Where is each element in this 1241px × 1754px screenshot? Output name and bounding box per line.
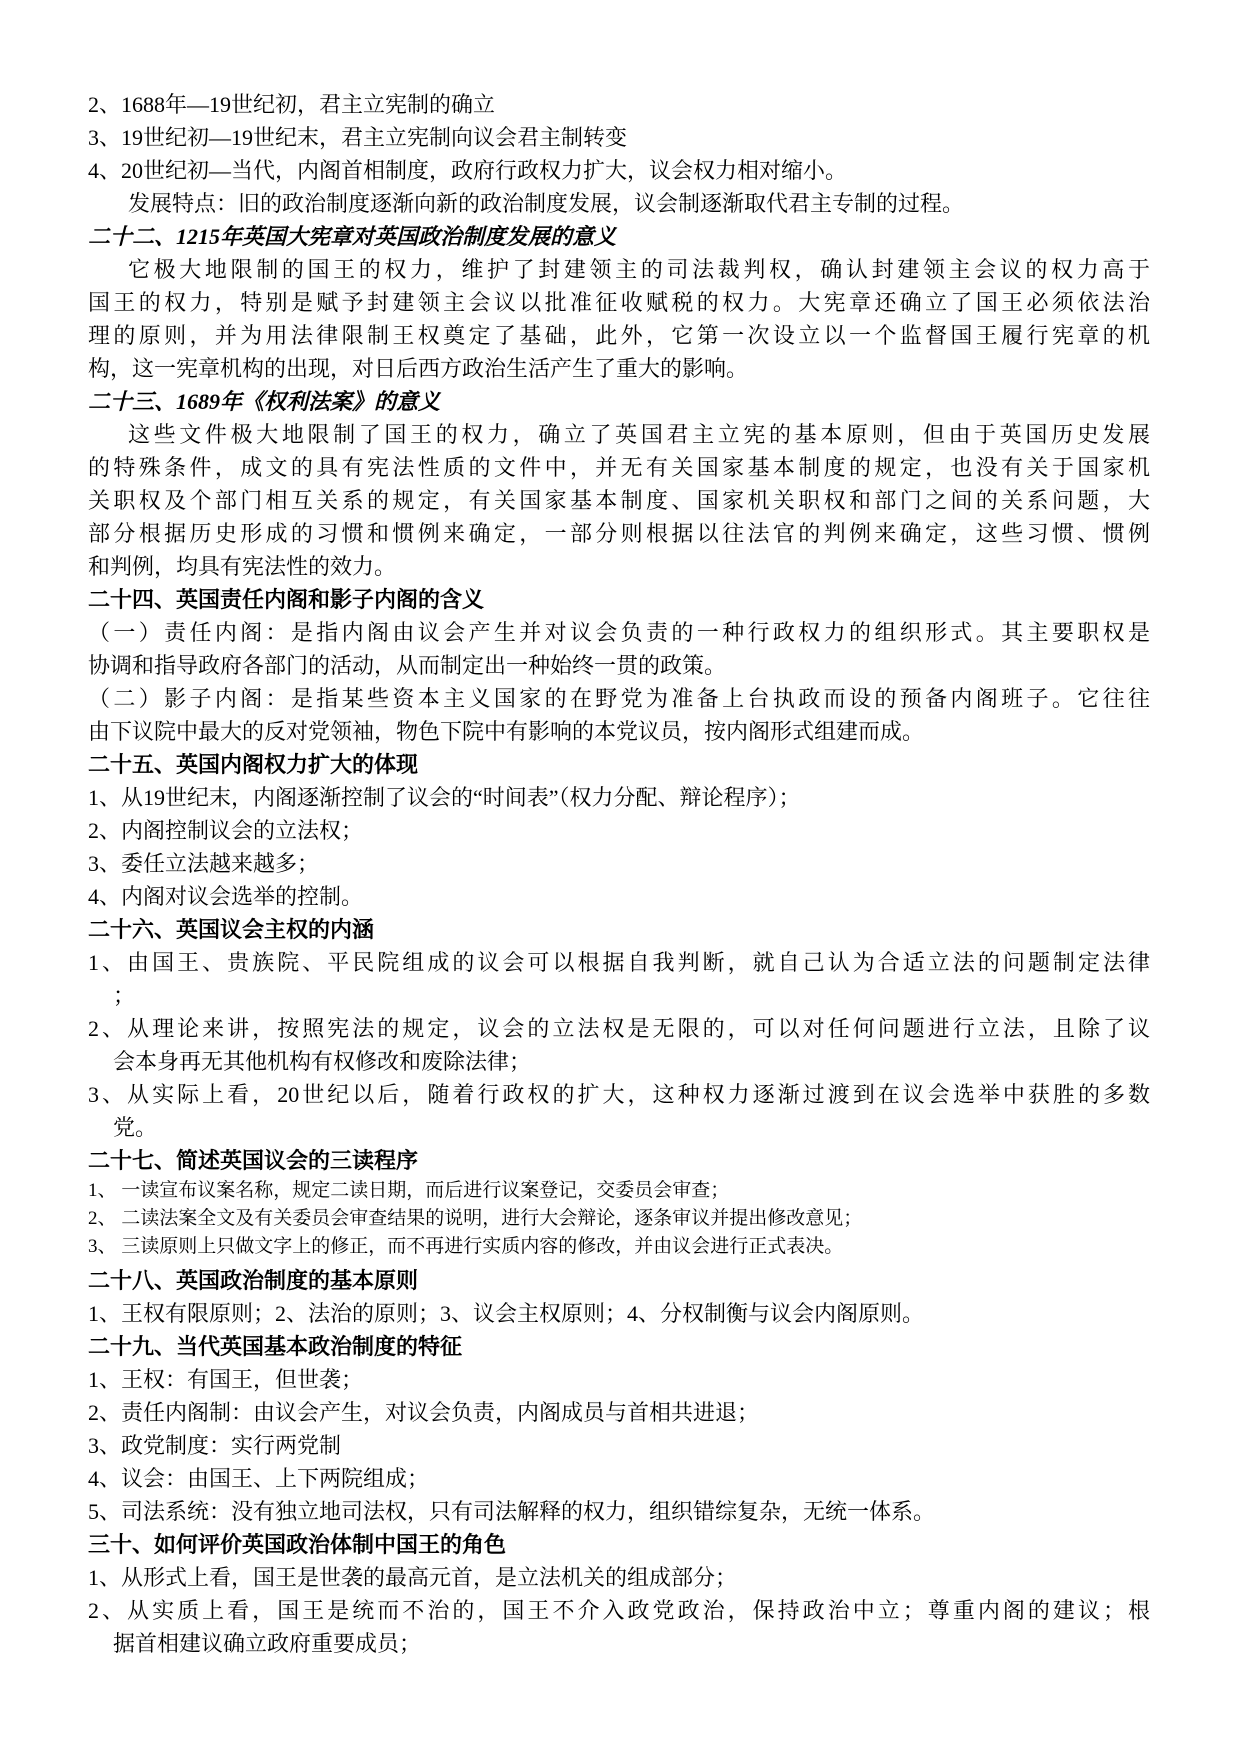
paragraph-line: 关职权及个部门相互关系的规定，有关国家基本制度、国家机关职权和部门之间的关系问题，大 <box>88 488 1150 513</box>
list-item: 3、 三读原则上只做文字上的修正，而不再进行实质内容的修改，并由议会进行正式表决。 <box>88 1236 844 1257</box>
list-item-line: 2、从实质上看，国王是统而不治的，国王不介入政党政治，保持政治中立；尊重内阁的建议；根 <box>88 1598 1150 1623</box>
section-heading: 二十六、英国议会主权的内涵 <box>88 917 375 942</box>
section-heading: 二十七、简述英国议会的三读程序 <box>88 1148 419 1173</box>
definition-shadow-cabinet <box>88 682 1150 748</box>
list-item: 2、内阁控制议会的立法权； <box>88 818 364 843</box>
paragraph <box>88 253 1150 385</box>
definition-line: （二）影子内阁：是指某些资本主义国家的在野党为准备上台执政而设的预备内阁班子。它往往 <box>88 686 1150 711</box>
list-item-line: 会本身再无其他机构有权修改和废除法律； <box>113 1049 532 1074</box>
section-29 <box>88 1330 1150 1528</box>
paragraph-line: 国王的权力，特别是赋予封建领主会议以批准征收赋税的权力。大宪章还确立了国王必须依法治 <box>88 290 1150 315</box>
list-item-line: 1、由国王、贵族院、平民院组成的议会可以根据自我判断，就自己认为合适立法的问题制定法律 <box>88 950 1150 975</box>
list-item: 2、 二读法案全文及有关委员会审查结果的说明，进行大会辩论，逐条审议并提出修改意见； <box>88 1208 863 1229</box>
intro-section <box>88 88 1150 220</box>
list-item: 5、司法系统：没有独立地司法权，只有司法解释的权力，组织错综复杂，无统一体系。 <box>88 1499 936 1524</box>
list-item: 2、1688年—19世纪初，君主立宪制的确立 <box>88 92 496 117</box>
section-28 <box>88 1264 1150 1330</box>
paragraph-line: 理的原则，并为用法律限制王权奠定了基础，此外，它第一次设立以一个监督国王履行宪章的机 <box>88 323 1150 348</box>
paragraph-line: 构，这一宪章机构的出现，对日后西方政治生活产生了重大的影响。 <box>88 356 749 381</box>
list-item <box>88 1012 1150 1078</box>
paragraph-line: 和判例，均具有宪法性的效力。 <box>88 554 397 579</box>
paragraph-line: 的特殊条件，成文的具有宪法性质的文件中，并无有关国家基本制度的规定，也没有关于国家机 <box>88 455 1150 480</box>
list-item-line: 2、从理论来讲，按照宪法的规定，议会的立法权是无限的，可以对任何问题进行立法，且除了议 <box>88 1016 1150 1041</box>
section-heading: 二十三、1689年《权利法案》的意义 <box>88 389 441 414</box>
list-item: 4、20世纪初—当代，内阁首相制度，政府行政权力扩大，议会权力相对缩小。 <box>88 158 848 183</box>
document-page <box>88 88 1150 1660</box>
section-27 <box>88 1144 1150 1261</box>
list-item <box>88 1078 1150 1144</box>
list-item: 4、议会：由国王、上下两院组成； <box>88 1466 430 1491</box>
list-item <box>88 1594 1150 1660</box>
section-heading: 二十九、当代英国基本政治制度的特征 <box>88 1334 463 1359</box>
section-heading: 三十、如何评价英国政治体制中国王的角色 <box>88 1532 507 1557</box>
section-26 <box>88 913 1150 1144</box>
definition-line: 协调和指导政府各部门的活动，从而制定出一种始终一贯的政策。 <box>88 653 727 678</box>
definition-responsible-cabinet <box>88 616 1150 682</box>
section-heading: 二十八、英国政治制度的基本原则 <box>88 1268 419 1293</box>
definition-line: 由下议院中最大的反对党领袖，物色下院中有影响的本党议员，按内阁形式组建而成。 <box>88 719 925 744</box>
list-item: 1、王权：有国王，但世袭； <box>88 1367 364 1392</box>
list-item <box>88 1561 1150 1594</box>
list-item-line: ； <box>113 983 136 1008</box>
list-item: 3、政党制度：实行两党制 <box>88 1433 342 1458</box>
list-item <box>88 946 1150 1012</box>
definition-line: （一）责任内阁：是指内阁由议会产生并对议会负责的一种行政权力的组织形式。其主要职权是 <box>88 620 1150 645</box>
section-heading: 二十五、英国内阁权力扩大的体现 <box>88 752 419 777</box>
list-item: 1、从19世纪末，内阁逐渐控制了议会的“时间表”（权力分配、辩论程序）； <box>88 785 801 810</box>
list-item-line: 1、从形式上看，国王是世袭的最高元首，是立法机关的组成部分； <box>88 1565 738 1590</box>
list-item-line: 3、从实际上看，20世纪以后，随着行政权的扩大，这种权力逐渐过渡到在议会选举中获胜的多数 <box>88 1082 1150 1107</box>
paragraph-line: 它极大地限制的国王的权力，维护了封建领主的司法裁判权，确认封建领主会议的权力高于 <box>128 257 1150 282</box>
principles-line: 1、王权有限原则；2、法治的原则；3、议会主权原则；4、分权制衡与议会内阁原则。 <box>88 1301 925 1326</box>
section-heading: 二十四、英国责任内阁和影子内阁的含义 <box>88 587 485 612</box>
summary-paragraph: 发展特点：旧的政治制度逐渐向新的政治制度发展，议会制逐渐取代君主专制的过程。 <box>128 191 965 216</box>
paragraph-line: 部分根据历史形成的习惯和惯例来确定，一部分则根据以往法官的判例来确定，这些习惯、惯例 <box>88 521 1150 546</box>
section-25 <box>88 748 1150 913</box>
section-heading: 二十二、1215年英国大宪章对英国政治制度发展的意义 <box>88 224 617 249</box>
list-item: 1、 一读宣布议案名称，规定二读日期，而后进行议案登记，交委员会审查； <box>88 1180 730 1201</box>
list-item-line: 据首相建议确立政府重要成员； <box>113 1631 422 1656</box>
section-30 <box>88 1528 1150 1660</box>
section-23 <box>88 385 1150 583</box>
list-item: 3、委任立法越来越多； <box>88 851 320 876</box>
list-item-line: 党。 <box>113 1115 158 1140</box>
section-22 <box>88 220 1150 385</box>
list-item: 2、责任内阁制：由议会产生，对议会负责，内阁成员与首相共进退； <box>88 1400 760 1425</box>
list-item: 4、内阁对议会选举的控制。 <box>88 884 364 909</box>
paragraph-line: 这些文件极大地限制了国王的权力，确立了英国君主立宪的基本原则，但由于英国历史发展 <box>128 422 1150 447</box>
section-24 <box>88 583 1150 748</box>
paragraph <box>88 418 1150 583</box>
list-item: 3、19世纪初—19世纪末，君主立宪制向议会君主制转变 <box>88 125 628 150</box>
